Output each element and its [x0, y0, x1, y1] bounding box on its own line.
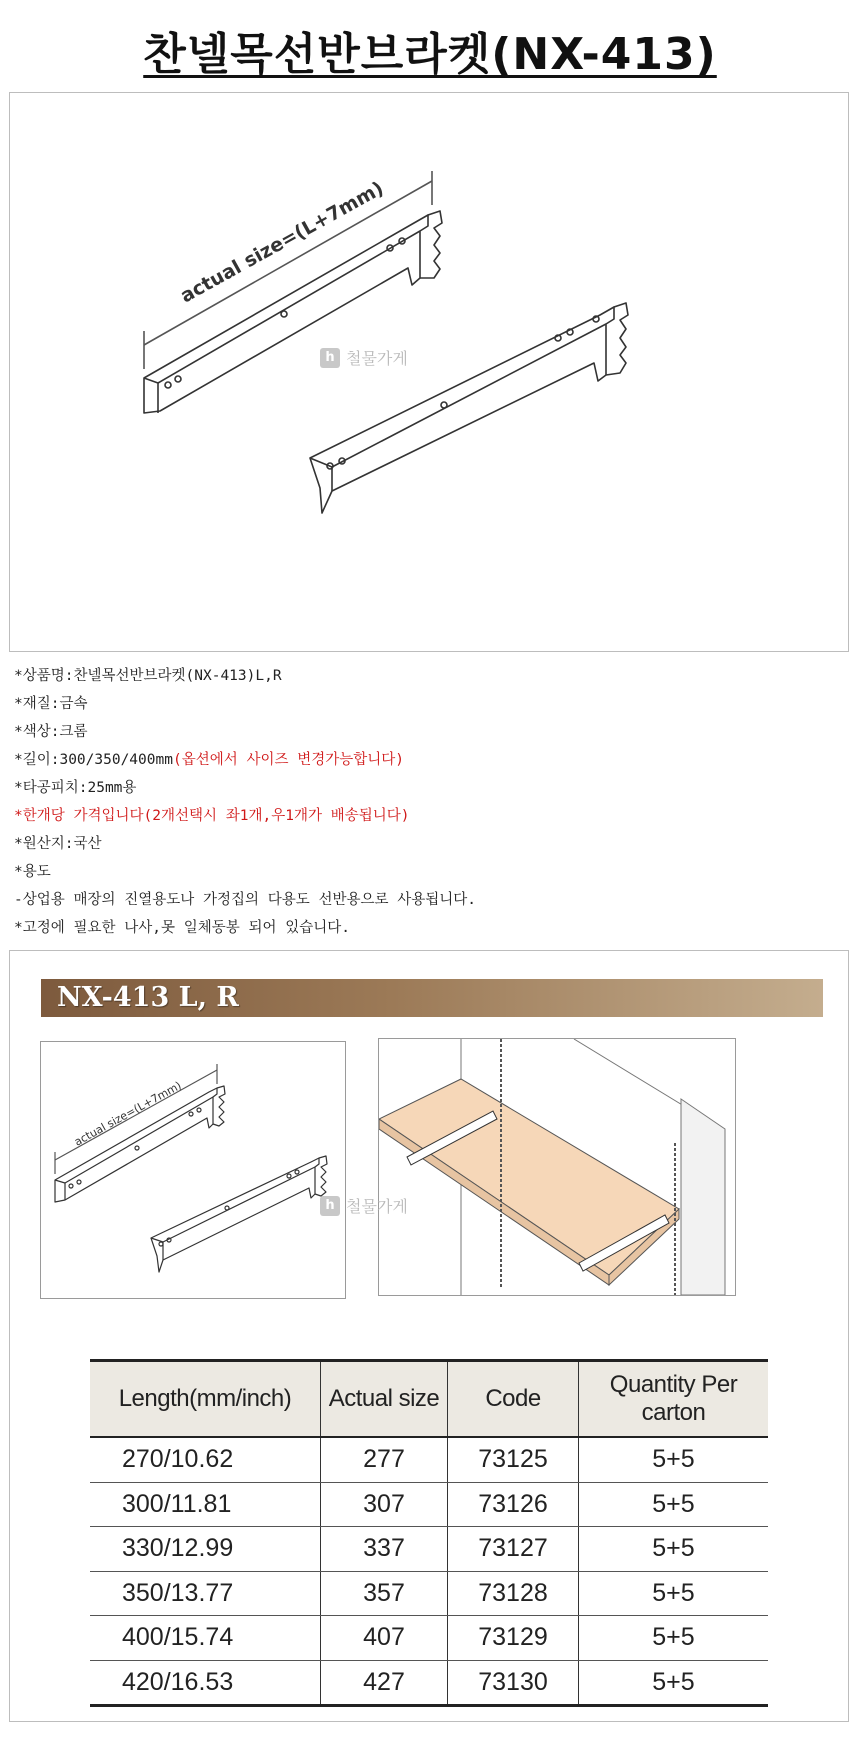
table-cell: 73130 [448, 1660, 579, 1706]
column-header: Code [448, 1361, 579, 1438]
spec-line: *용도 [14, 864, 51, 880]
watermark [320, 1194, 408, 1217]
table-cell: 5+5 [579, 1660, 769, 1706]
table-cell: 73129 [448, 1616, 579, 1661]
store-logo-icon: h [320, 1196, 340, 1216]
table-row [90, 1616, 768, 1661]
table-header-row [90, 1361, 768, 1438]
column-header: Quantity Per carton [579, 1361, 769, 1438]
table-cell: 420/16.53 [90, 1660, 321, 1706]
spec-line: *상품명:찬넬목선반브라켓(NX-413)L,R [14, 668, 282, 684]
table-cell: 5+5 [579, 1437, 769, 1482]
table-cell: 5+5 [579, 1571, 769, 1616]
table-row [90, 1437, 768, 1482]
page-title: 찬넬목선반브라켓(NX-413) [143, 29, 717, 80]
spec-list [14, 662, 844, 942]
table-row [90, 1571, 768, 1616]
spec-line: *고정에 필요한 나사,못 일체동봉 되어 있습니다. [14, 920, 350, 936]
table-cell: 427 [321, 1660, 448, 1706]
spec-line: *원산지:국산 [14, 836, 102, 852]
table-cell: 337 [321, 1527, 448, 1572]
bracket-line-drawing [10, 93, 848, 651]
table-cell: 307 [321, 1482, 448, 1527]
table-cell: 73126 [448, 1482, 579, 1527]
table-cell: 73127 [448, 1527, 579, 1572]
table-cell: 300/11.81 [90, 1482, 321, 1527]
table-cell: 330/12.99 [90, 1527, 321, 1572]
table-cell: 277 [321, 1437, 448, 1482]
table-cell: 73125 [448, 1437, 579, 1482]
spec-line: *한개당 가격입니다(2개선택시 좌1개,우1개가 배송됩니다) [14, 808, 410, 824]
watermark-text: 철물가게 [346, 1197, 408, 1216]
table-cell: 270/10.62 [90, 1437, 321, 1482]
table-cell: 407 [321, 1616, 448, 1661]
installation-illustration [378, 1038, 736, 1296]
watermark-text: 철물가게 [346, 349, 408, 368]
spec-line: *재질:금속 [14, 696, 88, 712]
shelf-installation-drawing [379, 1039, 735, 1295]
bracket-thumbnail-drawing [41, 1042, 345, 1298]
table-cell: 357 [321, 1571, 448, 1616]
table-cell: 5+5 [579, 1482, 769, 1527]
column-header: Length(mm/inch) [90, 1361, 321, 1438]
table-cell: 5+5 [579, 1527, 769, 1572]
spec-line: -상업용 매장의 진열용도나 가정집의 다용도 선반용으로 사용됩니다. [14, 892, 477, 908]
column-header: Actual size [321, 1361, 448, 1438]
table-row [90, 1660, 768, 1706]
table-cell: 350/13.77 [90, 1571, 321, 1616]
dimension-label: actual size=(L+7mm) [176, 177, 388, 308]
table-row [90, 1482, 768, 1527]
spec-line: *타공피치:25mm용 [14, 780, 137, 796]
thumbnail-dimension-label: actual size=(L+7mm) [72, 1078, 184, 1149]
table-cell: 73128 [448, 1571, 579, 1616]
spec-line: *길이:300/350/400mm(옵션에서 사이즈 변경가능합니다) [14, 752, 404, 768]
spec-line: *색상:크롬 [14, 724, 88, 740]
size-table [90, 1359, 768, 1707]
watermark [320, 346, 408, 369]
store-logo-icon: h [320, 348, 340, 368]
table-cell: 5+5 [579, 1616, 769, 1661]
model-banner: NX-413 L, R [41, 979, 823, 1017]
bracket-drawing-panel [9, 92, 849, 652]
bracket-thumbnail [40, 1041, 346, 1299]
table-row [90, 1527, 768, 1572]
table-cell: 400/15.74 [90, 1616, 321, 1661]
catalog-panel [9, 950, 849, 1722]
